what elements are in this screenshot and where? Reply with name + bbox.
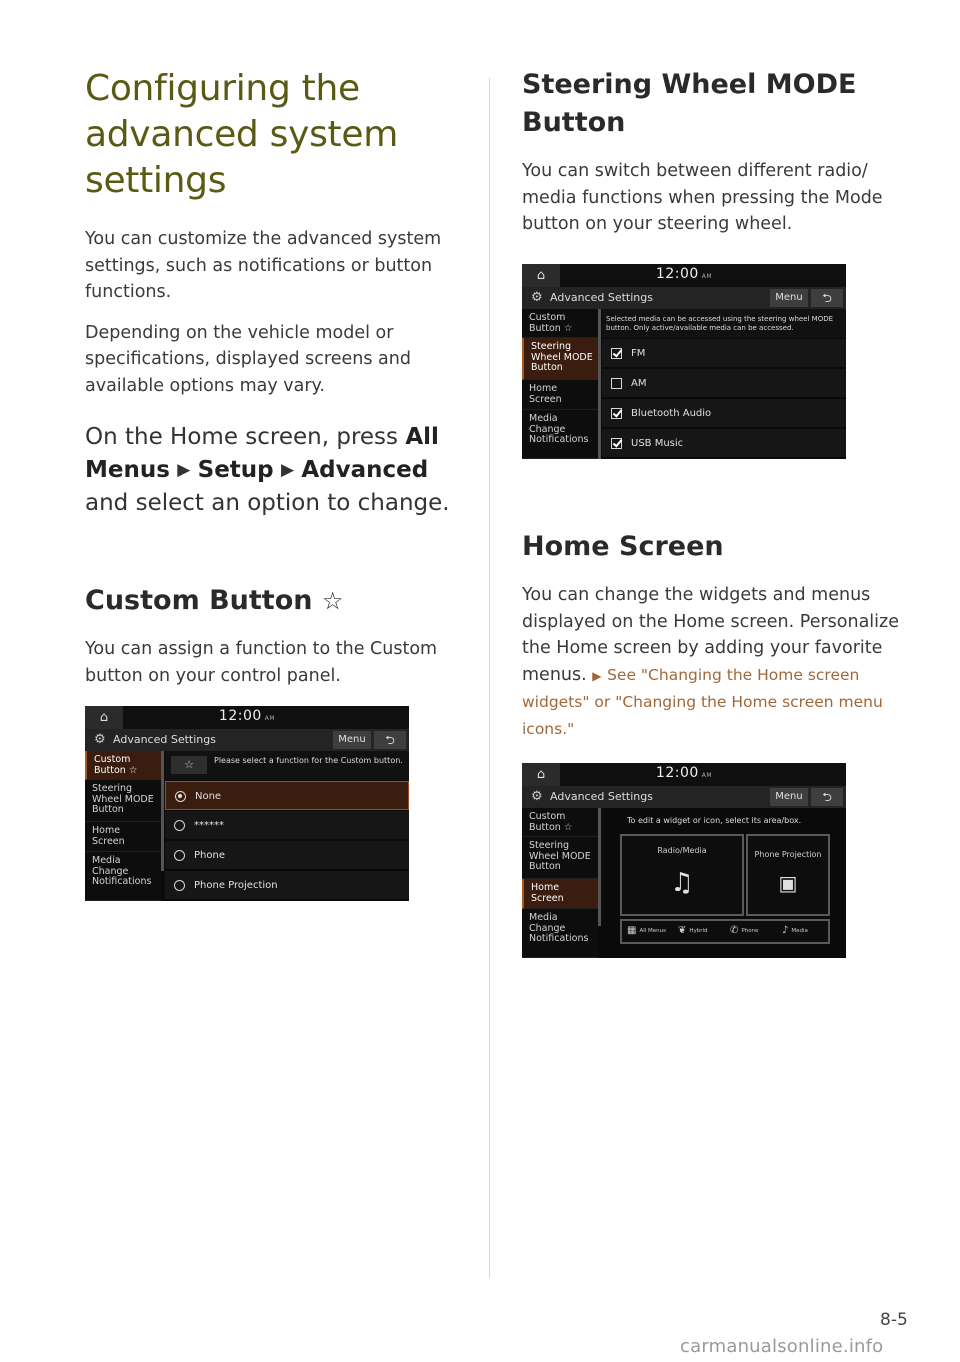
clock: 12:00 AM: [218, 708, 276, 724]
sidebar-item-media-change[interactable]: Media Change Notifications: [85, 852, 161, 901]
back-icon[interactable]: ⮌: [374, 731, 406, 749]
home-icon[interactable]: ⌂: [85, 706, 123, 729]
clock: 12:00 AM: [655, 765, 713, 781]
home-screen-settings-screen: [522, 763, 846, 958]
gear-icon: ⚙: [94, 732, 106, 747]
widget-phone-projection[interactable]: Phone Projection ▣: [746, 834, 830, 916]
page-number: 8-5: [880, 1310, 908, 1330]
left-column: [85, 66, 455, 689]
scrollbar[interactable]: [598, 309, 601, 459]
menu-icon-bar: [620, 919, 830, 944]
media-note-icon: ♪: [782, 925, 789, 936]
right-column: [522, 66, 902, 238]
home-screen-section: [522, 528, 902, 742]
screen-header: [522, 287, 846, 309]
screen-header: [85, 729, 409, 751]
steering-text: You can switch between different radio/ media functions when pressing the Mode button on your steering wheel.: [522, 161, 883, 234]
menu-path-advanced: Advanced: [301, 457, 429, 483]
option-usb-music[interactable]: USB Music: [602, 429, 846, 458]
phone-projection-icon: ▣: [778, 871, 798, 895]
steering-heading: Steering Wheel MODE Button: [522, 69, 857, 138]
options-panel: [602, 309, 846, 459]
menu-button[interactable]: Menu: [770, 788, 808, 806]
leaf-icon: ❦: [678, 925, 687, 936]
screen-header: [522, 786, 846, 808]
menu-path-all-menus: All Menus: [85, 424, 439, 483]
arrow-right-icon: ▶: [592, 668, 602, 683]
menu-icon-hybrid[interactable]: ❦ Hybrid: [678, 925, 708, 936]
sidebar-item-home-screen[interactable]: Home Screen: [522, 380, 598, 410]
grid-icon: ▦: [627, 925, 637, 936]
status-bar: [85, 706, 409, 729]
menu-icon-phone[interactable]: ✆ Phone: [730, 925, 759, 936]
option-phone[interactable]: Phone: [165, 841, 409, 870]
steering-mode-screen: [522, 264, 846, 459]
watermark: carmanualsonline.info: [680, 1336, 884, 1357]
chapter-title: Configuring the advanced system settings: [85, 68, 398, 201]
sidebar-item-media-change[interactable]: Media Change Notifications: [522, 909, 598, 958]
option-phone-projection[interactable]: Phone Projection: [165, 871, 409, 900]
radio-icon: [174, 820, 185, 831]
screen-title: Advanced Settings: [550, 790, 653, 803]
star-icon: ☆: [321, 587, 344, 615]
option-am[interactable]: AM: [602, 369, 846, 398]
column-divider: [489, 78, 490, 1278]
instruction-paragraph: On the Home screen, press All Menus ▶ Setup ▶ Advanced and select an option to change.: [85, 424, 450, 516]
settings-sidebar: [522, 309, 598, 459]
scrollbar[interactable]: [598, 808, 601, 926]
custom-button-screen: [85, 706, 409, 901]
star-icon: ☆: [171, 756, 207, 774]
status-bar: [522, 264, 846, 287]
sidebar-item-custom-button[interactable]: Custom Button ☆: [85, 751, 161, 780]
sidebar-item-custom-button[interactable]: Custom Button ☆: [522, 309, 598, 338]
home-icon[interactable]: ⌂: [522, 763, 560, 786]
screen-title: Advanced Settings: [113, 733, 216, 746]
menu-icon-media[interactable]: ♪ Media: [782, 925, 808, 936]
gear-icon: ⚙: [531, 290, 543, 305]
phone-icon: ✆: [730, 925, 739, 936]
options-panel: [165, 751, 409, 901]
sidebar-item-steering-wheel[interactable]: Steering Wheel MODE Button: [522, 338, 598, 380]
menu-button[interactable]: Menu: [333, 731, 371, 749]
gear-icon: ⚙: [531, 789, 543, 804]
home-screen-text: You can change the widgets and menus displayed on the Home screen. Personalize the Home screen by adding your favorite menus. ▶ See "Changing the Home screen widgets" or "Changing the Home screen menu icons.": [522, 585, 899, 738]
radio-selected-icon: [175, 791, 186, 802]
sidebar-item-steering-wheel[interactable]: Steering Wheel MODE Button: [85, 780, 161, 822]
sidebar-item-home-screen[interactable]: Home Screen: [85, 822, 161, 852]
sidebar-item-steering-wheel[interactable]: Steering Wheel MODE Button: [522, 837, 598, 879]
option-hidden[interactable]: ******: [165, 811, 409, 840]
home-screen-heading: Home Screen: [522, 531, 724, 562]
checkbox-checked-icon: [611, 348, 622, 359]
option-bluetooth-audio[interactable]: Bluetooth Audio: [602, 399, 846, 428]
note-paragraph: Depending on the vehicle model or specifications, displayed screens and available options may vary.: [85, 322, 411, 396]
custom-button-text: You can assign a function to the Custom button on your control panel.: [85, 639, 438, 686]
checkbox-checked-icon: [611, 408, 622, 419]
info-bar: ☆ Please select a function for the Custom button.: [165, 751, 409, 780]
menu-icon-all-menus[interactable]: ▦ All Menus: [627, 925, 666, 936]
sidebar-item-home-screen[interactable]: Home Screen: [522, 879, 598, 909]
menu-path-setup: Setup: [197, 457, 274, 483]
sidebar-item-media-change[interactable]: Media Change Notifications: [522, 410, 598, 459]
scrollbar[interactable]: [161, 751, 164, 871]
home-icon[interactable]: ⌂: [522, 264, 560, 287]
info-bar: Selected media can be accessed using the steering wheel MODE button. Only active/available media can be accessed.: [602, 309, 846, 338]
widget-radio-media[interactable]: Radio/Media ♫: [620, 834, 744, 916]
music-note-icon: ♫: [670, 868, 694, 898]
menu-button[interactable]: Menu: [770, 289, 808, 307]
back-icon[interactable]: ⮌: [811, 788, 843, 806]
custom-button-heading: Custom Button ☆: [85, 585, 344, 616]
radio-icon: [174, 850, 185, 861]
home-edit-panel: [602, 808, 846, 958]
cross-reference-link[interactable]: See "Changing the Home screen widgets" or "Changing the Home screen menu icons.": [522, 665, 883, 738]
back-icon[interactable]: ⮌: [811, 289, 843, 307]
info-bar: To edit a widget or icon, select its area/box.: [602, 808, 846, 837]
radio-icon: [174, 880, 185, 891]
sidebar-item-custom-button[interactable]: Custom Button ☆: [522, 808, 598, 837]
arrow-right-icon: ▶: [177, 460, 191, 480]
settings-sidebar: [85, 751, 161, 901]
settings-sidebar: [522, 808, 598, 958]
intro-paragraph: You can customize the advanced system settings, such as notifications or button functions.: [85, 229, 442, 302]
option-fm[interactable]: FM: [602, 339, 846, 368]
option-none[interactable]: None: [165, 781, 409, 810]
screen-title: Advanced Settings: [550, 291, 653, 304]
checkbox-icon: [611, 378, 622, 389]
status-bar: [522, 763, 846, 786]
checkbox-checked-icon: [611, 438, 622, 449]
clock: 12:00 AM: [655, 266, 713, 282]
arrow-right-icon: ▶: [280, 460, 295, 480]
